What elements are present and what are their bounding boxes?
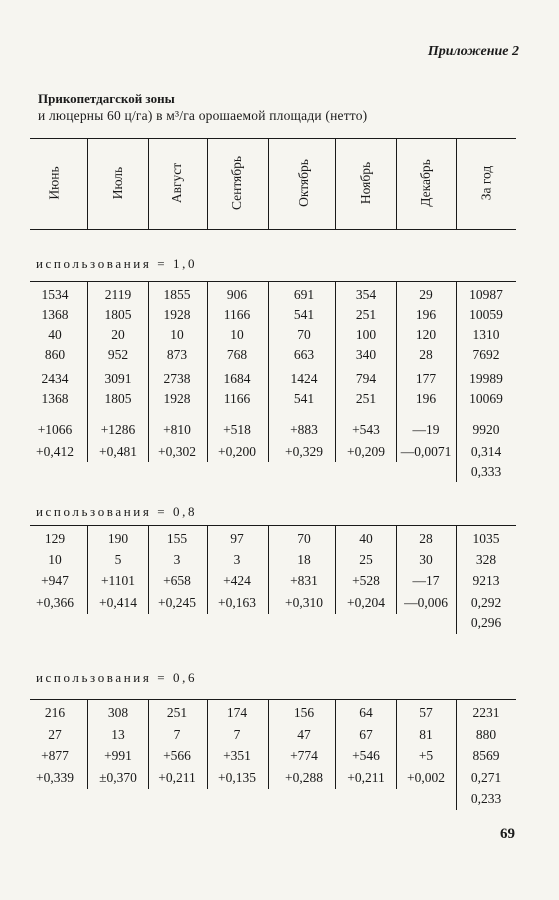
header-bottom-rule <box>30 229 516 230</box>
table-cell: 1928 <box>163 307 191 322</box>
table-cell: +5 <box>418 748 434 763</box>
year-total-cell: 10069 <box>469 391 503 406</box>
table-cell: 13 <box>111 727 125 742</box>
table-cell: 952 <box>107 347 129 362</box>
column-header-label: Июнь <box>47 166 62 200</box>
table-cell: 196 <box>415 391 437 406</box>
table-cell: 28 <box>419 531 433 546</box>
year-total-cell: 0,314 <box>470 444 502 459</box>
table-cell: 20 <box>111 327 125 342</box>
table-cell: 1534 <box>41 287 69 302</box>
column-header <box>227 144 247 222</box>
header-divider <box>268 138 269 229</box>
table-cell: 67 <box>359 727 373 742</box>
table-cell: 691 <box>293 287 315 302</box>
table-cell: +0,245 <box>158 595 196 610</box>
header-divider <box>335 138 336 229</box>
table-cell: +0,366 <box>36 595 74 610</box>
table-cell: 2434 <box>41 371 69 386</box>
section-label: использования = 0,8 <box>36 504 198 519</box>
table-cell: ±0,370 <box>99 770 137 785</box>
section-rule <box>30 281 516 282</box>
year-total-cell: 8569 <box>472 748 500 763</box>
section-label: использования = 0,6 <box>36 670 198 685</box>
table-cell: +0,211 <box>158 770 196 785</box>
column-header <box>108 144 128 222</box>
year-total-cell: 0,271 <box>470 770 502 785</box>
table-cell: +0,135 <box>218 770 256 785</box>
table-cell: +424 <box>223 573 251 588</box>
table-cell: +831 <box>290 573 318 588</box>
table-cell: +1286 <box>100 422 136 437</box>
table-cell: 541 <box>293 391 315 406</box>
table-cell: 70 <box>297 531 311 546</box>
table-cell: 27 <box>48 727 62 742</box>
table-cell: 10 <box>170 327 184 342</box>
year-total-cell: 7692 <box>472 347 500 362</box>
table-cell: 156 <box>293 705 315 720</box>
table-cell: 1166 <box>223 307 251 322</box>
table-cell: 70 <box>297 327 311 342</box>
table-cell: 25 <box>359 552 373 567</box>
year-total-cell: 1035 <box>472 531 500 546</box>
column-header-label: Июль <box>110 166 125 200</box>
header-divider <box>456 138 457 229</box>
table-cell: 196 <box>415 307 437 322</box>
table-cell: +0,209 <box>347 444 385 459</box>
column-header-label: Ноябрь <box>358 161 374 205</box>
year-total-cell: 19989 <box>469 371 503 386</box>
table-cell: 906 <box>226 287 248 302</box>
table-cell: +0,310 <box>285 595 323 610</box>
table-subtitle: и люцерны 60 ц/га) в м³/га орошаемой площади (нетто) <box>38 108 368 123</box>
table-cell: 768 <box>226 347 248 362</box>
table-cell: 40 <box>48 327 62 342</box>
table-cell: 794 <box>355 371 377 386</box>
table-cell: +543 <box>352 422 380 437</box>
table-cell: 1368 <box>41 391 69 406</box>
table-cell: 1805 <box>104 391 132 406</box>
table-cell: 873 <box>166 347 188 362</box>
table-cell: 1166 <box>223 391 251 406</box>
table-cell: 3 <box>173 552 181 567</box>
year-total-cell: 9213 <box>472 573 500 588</box>
table-cell: 251 <box>355 307 377 322</box>
table-cell: 3 <box>233 552 241 567</box>
appendix-label: Приложение 2 <box>427 44 519 59</box>
table-cell: 129 <box>44 531 66 546</box>
table-cell: 81 <box>419 727 433 742</box>
table-cell: 340 <box>355 347 377 362</box>
table-cell: 177 <box>415 371 437 386</box>
year-total-cell: 9920 <box>472 422 500 437</box>
table-cell: +351 <box>223 748 251 763</box>
table-cell: 1424 <box>290 371 318 386</box>
column-header <box>45 144 65 222</box>
table-cell: +658 <box>163 573 191 588</box>
column-header-label: За год <box>478 165 493 201</box>
table-cell: 155 <box>166 531 188 546</box>
column-header <box>167 144 187 222</box>
table-cell: +0,329 <box>285 444 323 459</box>
column-header <box>416 144 436 222</box>
column-header-label: Октябрь <box>296 159 311 207</box>
table-cell: +0,211 <box>347 770 385 785</box>
column-header <box>476 144 496 222</box>
table-cell: 40 <box>359 531 373 546</box>
table-cell: 57 <box>419 705 433 720</box>
table-cell: 354 <box>355 287 377 302</box>
table-cell: +528 <box>352 573 380 588</box>
year-total-cell: 10059 <box>469 307 503 322</box>
table-cell: 1368 <box>41 307 69 322</box>
year-total-cell: 880 <box>475 727 497 742</box>
table-cell: 1855 <box>163 287 191 302</box>
year-total-cell: 10987 <box>469 287 503 302</box>
table-cell: 10 <box>230 327 244 342</box>
year-total-cell: 0,233 <box>470 791 502 806</box>
table-cell: +0,002 <box>407 770 445 785</box>
section-rule <box>30 699 516 700</box>
section-rule <box>30 525 516 526</box>
table-cell: +883 <box>290 422 318 437</box>
table-cell: 120 <box>415 327 437 342</box>
year-total-cell: 0,292 <box>470 595 502 610</box>
table-cell: +0,204 <box>347 595 385 610</box>
table-cell: 30 <box>419 552 433 567</box>
table-cell: +1066 <box>37 422 73 437</box>
year-total-cell: 1310 <box>472 327 500 342</box>
year-total-cell: 328 <box>475 552 497 567</box>
column-header-label: Сентябрь <box>229 155 244 211</box>
header-top-rule <box>30 138 516 139</box>
table-cell: 860 <box>44 347 66 362</box>
column-divider <box>268 525 269 614</box>
table-cell: +518 <box>223 422 251 437</box>
column-header-label: Декабрь <box>418 159 433 207</box>
table-cell: +810 <box>163 422 191 437</box>
page-number: 69 <box>500 826 515 842</box>
table-cell: —17 <box>412 573 440 588</box>
header-divider <box>87 138 88 229</box>
table-cell: 251 <box>355 391 377 406</box>
year-total-cell: 0,333 <box>470 464 502 479</box>
header-divider <box>396 138 397 229</box>
header-divider <box>148 138 149 229</box>
year-total-cell: 2231 <box>472 705 500 720</box>
table-cell: +0,163 <box>218 595 256 610</box>
column-header-label: Август <box>169 162 184 204</box>
table-cell: 1684 <box>223 371 251 386</box>
table-cell: 190 <box>107 531 129 546</box>
table-cell: +0,288 <box>285 770 323 785</box>
table-cell: 1805 <box>104 307 132 322</box>
table-cell: —19 <box>412 422 440 437</box>
table-cell: +546 <box>352 748 380 763</box>
table-cell: 100 <box>355 327 377 342</box>
table-cell: +877 <box>41 748 69 763</box>
table-cell: 29 <box>419 287 433 302</box>
table-cell: 64 <box>359 705 373 720</box>
table-cell: 663 <box>293 347 315 362</box>
table-cell: 308 <box>107 705 129 720</box>
table-cell: 7 <box>173 727 181 742</box>
table-cell: 2119 <box>104 287 132 302</box>
year-total-cell: 0,296 <box>470 615 502 630</box>
table-cell: +0,481 <box>99 444 137 459</box>
table-cell: —0,0071 <box>400 444 452 459</box>
table-cell: 174 <box>226 705 248 720</box>
table-cell: +0,414 <box>99 595 137 610</box>
table-cell: +0,339 <box>36 770 74 785</box>
table-cell: 3091 <box>104 371 132 386</box>
table-cell: 28 <box>419 347 433 362</box>
table-cell: 541 <box>293 307 315 322</box>
table-cell: 47 <box>297 727 311 742</box>
column-header <box>356 144 376 222</box>
column-divider <box>268 699 269 789</box>
table-cell: —0,006 <box>404 595 448 610</box>
table-cell: +0,200 <box>218 444 256 459</box>
table-cell: +1101 <box>100 573 136 588</box>
table-cell: +774 <box>290 748 318 763</box>
table-cell: 5 <box>114 552 122 567</box>
table-cell: +566 <box>163 748 191 763</box>
zone-title: Прикопетдагской зоны <box>38 91 175 106</box>
table-cell: 2738 <box>163 371 191 386</box>
table-cell: 10 <box>48 552 62 567</box>
table-cell: +991 <box>104 748 132 763</box>
table-cell: 97 <box>230 531 244 546</box>
table-cell: 18 <box>297 552 311 567</box>
table-cell: +947 <box>41 573 69 588</box>
header-divider <box>207 138 208 229</box>
table-cell: 7 <box>233 727 241 742</box>
table-cell: 1928 <box>163 391 191 406</box>
column-divider <box>268 281 269 462</box>
section-label: использования = 1,0 <box>36 256 198 271</box>
table-cell: +0,302 <box>158 444 196 459</box>
column-header <box>294 144 314 222</box>
table-cell: 251 <box>166 705 188 720</box>
table-cell: 216 <box>44 705 66 720</box>
table-cell: +0,412 <box>36 444 74 459</box>
